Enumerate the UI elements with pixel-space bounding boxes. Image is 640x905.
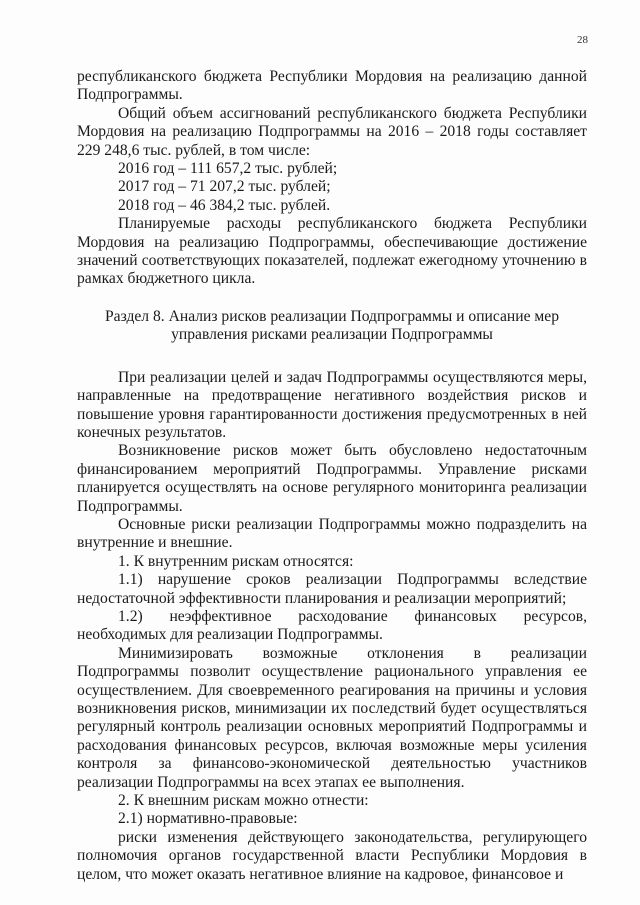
paragraph-minimization: Минимизировать возможные отклонения в реализации Подпрограммы позволит осуществление рационального управления ее осуществлением. Для своевременного реагирования на причины и условия возникновения рисков, минимизации их последствий будет осуществляться регулярный контроль реализации основных мероприятий Подпрограммы и расходования финансовых ресурсов, включая возможные меры усиления контроля за финансово-экономической деятельностью участников реализации Подпрограммы на всех этапах ее выполнения. xyxy=(77,644,587,791)
year-allocation-2016: 2016 год – 111 657,2 тыс. рублей; xyxy=(118,160,338,178)
page-number: 28 xyxy=(577,34,588,46)
paragraph-internal-risks-title: 1. К внутренним рискам относятся: xyxy=(118,552,354,570)
paragraph-external-risks-title: 2. К внешним рискам можно отнести: xyxy=(118,792,369,810)
paragraph-internal-risk-1-2: 1.2) неэффективное расходование финансовых ресурсов, необходимых для реализации Подпрограммы. xyxy=(77,607,587,644)
year-allocation-2017: 2017 год – 71 207,2 тыс. рублей; xyxy=(118,178,331,196)
paragraph-risk-origin: Возникновение рисков может быть обусловлено недостаточным финансированием мероприятий Подпрограммы. Управление рисками планируется осуществлять на основе регулярного мониторинга реализации Подпрограммы. xyxy=(77,442,587,515)
paragraph-legislation-risk: риски изменения действующего законодательства, регулирующего полномочия органов государственной власти Республики Мордовия в целом, что может оказать негативное влияние на кадровое, финансовое и xyxy=(77,828,587,883)
section-heading-line-1: Раздел 8. Анализ рисков реализации Подпрограммы и описание мер xyxy=(104,307,560,325)
section-heading xyxy=(77,308,587,345)
paragraph-external-risk-2-1: 2.1) нормативно-правовые: xyxy=(118,810,298,828)
year-allocation-2018: 2018 год – 46 384,2 тыс. рублей. xyxy=(118,196,331,214)
paragraph-internal-risk-1-1: 1.1) нарушение сроков реализации Подпрограммы вследствие недостаточной эффективности планирования и реализации мероприятий; xyxy=(77,571,587,607)
paragraph-planned-expenses: Планируемые расходы республиканского бюджета Республики Мордовия на реализацию Подпрограммы, обеспечивающие достижение значений соответствующих показателей, подлежат ежегодному уточнению в рамках бюджетного цикла. xyxy=(77,215,587,288)
paragraph-risk-types: Основные риски реализации Подпрограммы можно подразделить на внутренние и внешние. xyxy=(77,515,587,552)
paragraph-total-allocation: Общий объем ассигнований республиканского бюджета Республики Мордовия на реализацию Подпрограммы на 2016 – 2018 годы составляет 229 248,6 тыс. рублей, в том числе: xyxy=(77,104,587,159)
document-body xyxy=(77,68,587,884)
paragraph-measures: При реализации целей и задач Подпрограммы осуществляются меры, направленные на предотвращение негативного воздействия рисков и повышение уровня гарантированности достижения предусмотренных в ней конечных результатов. xyxy=(77,368,587,441)
paragraph-budget-continuation: республиканского бюджета Республики Мордовия на реализацию данной Подпрограммы. xyxy=(77,68,587,104)
section-heading-line-2: управления рисками реализации Подпрограммы xyxy=(171,326,493,344)
